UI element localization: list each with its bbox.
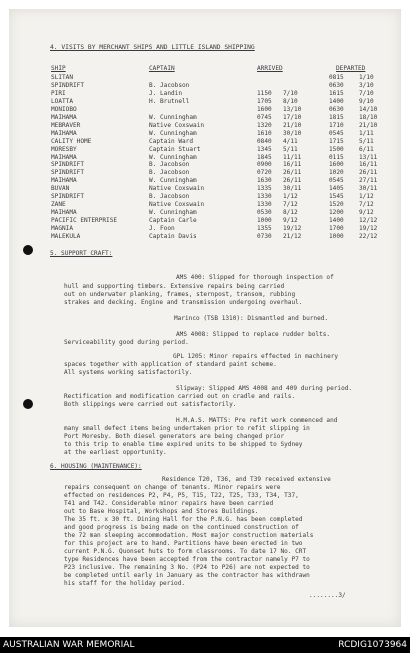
s6-line: current P.N.G. Quonset huts to form classrooms. To date 17 No. CRT	[64, 548, 307, 555]
arrived-date: 5/11	[283, 145, 298, 153]
arrived-date: 7/10	[283, 89, 298, 97]
table-row	[9, 114, 401, 121]
departed-date: 9/12	[359, 209, 374, 217]
s5-line: Serviceability good during period.	[64, 339, 189, 346]
departed-date: 7/12	[359, 201, 374, 209]
ship-name: MAIHAMA	[51, 177, 77, 185]
table-row	[9, 146, 401, 153]
departed-date: 13/11	[359, 153, 378, 161]
arrived-date: 8/10	[283, 97, 298, 105]
document-page	[9, 9, 401, 627]
ship-name: SPINDRIFT	[51, 193, 85, 201]
departed-date: 18/10	[359, 113, 378, 121]
s5-line: Both slippings were carried out satisfactorily.	[64, 401, 237, 408]
departed-time: 1710	[329, 121, 344, 129]
captain-name: Native Coxswain	[149, 201, 205, 209]
table-row	[9, 154, 401, 161]
arrived-time: 1610	[257, 129, 272, 137]
arrived-date: 16/11	[283, 161, 302, 169]
arrived-date: 30/10	[283, 129, 302, 137]
ship-name: SLITAN	[51, 74, 74, 81]
s5-line: Rectification and modification carried out on cradle and rails.	[64, 393, 296, 400]
archive-footer	[0, 637, 410, 653]
ship-name: MALEKULA	[51, 233, 81, 240]
arrived-time: 0900	[257, 161, 272, 169]
captain-name: W. Cunningham	[149, 129, 197, 137]
arrived-date: 21/10	[283, 121, 302, 129]
s5-line: GPL 1205: Minor repairs effected in machinery	[173, 353, 339, 360]
departed-date: 22/12	[359, 233, 378, 240]
captain-name: W. Cunningham	[149, 209, 197, 217]
table-row	[9, 217, 401, 224]
arrived-time: 0530	[257, 209, 272, 217]
arrived-date: 26/11	[283, 169, 302, 177]
departed-date: 14/10	[359, 105, 378, 113]
s5-line: All systems working satisfactorily.	[64, 369, 193, 376]
departed-date: 19/12	[359, 225, 378, 233]
ship-name: MAIHAMA	[51, 113, 77, 121]
arrived-date: 21/12	[283, 233, 302, 240]
ship-name: MAIHAMA	[51, 129, 77, 137]
ship-name: MAIHAMA	[51, 209, 77, 217]
ship-name: CALITY HOME	[51, 137, 92, 145]
table-row	[9, 161, 401, 168]
s5-line: at the earliest opportunity.	[64, 449, 167, 456]
col-ship: SHIP	[51, 65, 66, 72]
s5-line: spaces together with application of standard paint scheme.	[64, 361, 277, 368]
arrived-date: 30/11	[283, 185, 302, 193]
s6-line: The 35 ft. x 30 ft. Dining Hall for the P.N.G. has been completed	[64, 516, 303, 523]
captain-name: Captain Ward	[149, 137, 194, 145]
arrived-time: 1150	[257, 89, 272, 97]
table-row	[9, 185, 401, 192]
s6-line: be completed until early in January as the contractor has withdrawn	[64, 572, 310, 579]
arrived-date: 11/11	[283, 153, 302, 161]
ship-name: MONIOBO	[51, 105, 77, 113]
table-row	[9, 169, 401, 176]
s5-line: out on underwater planking, frames, sternpost, transom, rubbing	[64, 291, 296, 298]
section-5-heading: 5. SUPPORT CRAFT:	[50, 250, 113, 257]
departed-time: 1700	[329, 225, 344, 233]
departed-date: 27/11	[359, 177, 378, 185]
departed-time: 1400	[329, 217, 344, 225]
departed-time: 1020	[329, 169, 344, 177]
table-row	[9, 122, 401, 129]
s6-line: for this project are to hand. Partitions have been erected in two	[64, 540, 303, 547]
punch-hole	[23, 245, 33, 255]
ship-name: ZANE	[51, 201, 66, 209]
departed-time: 0545	[329, 177, 344, 185]
captain-name: H. Brutnell	[149, 97, 190, 105]
arrived-time: 1845	[257, 153, 272, 161]
captain-name: B. Jacobson	[149, 81, 190, 89]
arrived-date: 8/12	[283, 209, 298, 217]
ship-name: SPINDRIFT	[51, 169, 85, 177]
arrived-time: 1705	[257, 97, 272, 105]
section-6-heading: 6. HOUSING (MAINTENANCE):	[50, 463, 142, 470]
arrived-date: 19/12	[283, 225, 302, 233]
departed-time: 1400	[329, 97, 344, 105]
departed-date: 1/10	[359, 74, 374, 81]
s6-line: P23 inclusive. The remaining 3 No. (P24 to P26) are not expected to	[64, 564, 310, 571]
ship-name: MORESBY	[51, 145, 77, 153]
table-row	[9, 225, 401, 232]
s5-line: hull and supporting timbers. Extensive repairs being carried	[64, 283, 285, 290]
ship-name: LOATTA	[51, 97, 74, 105]
captain-name: B. Jacobson	[149, 193, 190, 201]
departed-date: 6/11	[359, 145, 374, 153]
table-row	[9, 138, 401, 145]
table-header	[9, 65, 401, 72]
s6-line: type Residences have been accepted from the contractor namely P7 to	[64, 556, 310, 563]
footer-document-id: RCDIG1073964	[338, 640, 407, 650]
departed-time: 1405	[329, 185, 344, 193]
arrived-date: 7/12	[283, 201, 298, 209]
arrived-time: 1330	[257, 201, 272, 209]
departed-time: 1600	[329, 161, 344, 169]
arrived-time: 1335	[257, 185, 272, 193]
table-row	[9, 90, 401, 97]
captain-name: W. Cunningham	[149, 113, 197, 121]
s6-line: his staff for the holiday period.	[64, 580, 186, 587]
ship-name: BUVAN	[51, 185, 70, 193]
punch-hole	[23, 399, 33, 409]
arrived-time: 0840	[257, 137, 272, 145]
captain-name: Captain Davis	[149, 233, 197, 240]
captain-name: J. Foon	[149, 225, 175, 233]
departed-time: 1545	[329, 193, 344, 201]
s5-line: many small defect items being undertaken prior to refit slipping in	[64, 425, 310, 432]
s6-line: Residence T20, T36, and T39 received extensive	[162, 476, 331, 483]
table-row	[9, 209, 401, 216]
arrived-time: 1330	[257, 193, 272, 201]
captain-name: Captain Carle	[149, 217, 197, 225]
departed-time: 1520	[329, 201, 344, 209]
table-row	[9, 130, 401, 137]
departed-time: 1000	[329, 233, 344, 240]
col-captain: CAPTAIN	[149, 65, 175, 72]
ship-name: SPINDRIFT	[51, 161, 85, 169]
departed-date: 3/10	[359, 81, 374, 89]
captain-name: B. Jacobson	[149, 161, 190, 169]
departed-time: 1200	[329, 209, 344, 217]
captain-name: B. Jacobson	[149, 169, 190, 177]
s6-line: repairs consequent on change of tenants. Minor repairs were	[64, 484, 281, 491]
footer-archive-name: AUSTRALIAN WAR MEMORIAL	[3, 640, 135, 650]
s5-line: Port Moresby. Both diesel generators are being changed prior	[64, 433, 285, 440]
arrived-time: 0720	[257, 169, 272, 177]
s6-line: the 72 man sleeping accommodation. Most major construction materials	[64, 532, 314, 539]
s6-line: out to Base Hospital, Workshops and Stores Buildings.	[64, 508, 259, 515]
departed-time: 0115	[329, 153, 344, 161]
captain-name: Native Coxswain	[149, 185, 205, 193]
arrived-time: 1630	[257, 177, 272, 185]
table-row	[9, 233, 401, 240]
captain-name: Captain Stuart	[149, 145, 201, 153]
arrived-time: 1600	[257, 105, 272, 113]
table-row	[9, 98, 401, 105]
table-row	[9, 201, 401, 208]
departed-time: 0630	[329, 105, 344, 113]
departed-time: 0815	[329, 74, 344, 81]
departed-date: 5/11	[359, 137, 374, 145]
departed-time: 1500	[329, 145, 344, 153]
table-row	[9, 106, 401, 113]
col-departed: DEPARTED	[336, 65, 366, 72]
departed-time: 0630	[329, 81, 344, 89]
departed-date: 7/10	[359, 89, 374, 97]
col-arrived: ARRIVED	[257, 65, 283, 72]
table-row	[9, 74, 401, 81]
captain-name: W. Cunningham	[149, 177, 197, 185]
ship-name: MEBRAVER	[51, 121, 81, 129]
s5-line: strakes and decking. Engine and transmission undergoing overhaul.	[64, 299, 303, 306]
arrived-time: 0730	[257, 233, 272, 240]
ship-name: MAIHAMA	[51, 153, 77, 161]
s5-line: Slipway: Slipped AMS 4008 and 409 during period.	[176, 385, 353, 392]
arrived-time: 1320	[257, 121, 272, 129]
ship-name: SPINDRIFT	[51, 81, 85, 89]
captain-name: Native Coxswain	[149, 121, 205, 129]
s5-line: H.M.A.S. MATTS: Pre refit work commenced and	[176, 417, 338, 424]
departed-date: 9/10	[359, 97, 374, 105]
captain-name: J. Landin	[149, 89, 183, 97]
departed-date: 12/12	[359, 217, 378, 225]
departed-date: 16/11	[359, 161, 378, 169]
s5-line: AMS 400: Slipped for thorough inspection of	[176, 274, 334, 281]
s6-line: and good progress is being made on the continued construction of	[64, 524, 299, 531]
arrived-date: 4/11	[283, 137, 298, 145]
captain-name: W. Cunningham	[149, 153, 197, 161]
s5-line: Marinco (TSB 1310): Dismantled and burned.	[174, 315, 329, 322]
s6-line: effected on residences P2, P4, P5, T15, T22, T25, T33, T34, T37,	[64, 492, 299, 499]
arrived-time: 1345	[257, 145, 272, 153]
arrived-date: 13/10	[283, 105, 302, 113]
page-continuation: ........3/	[309, 592, 346, 599]
departed-time: 0545	[329, 129, 344, 137]
ship-name: MAGNIA	[51, 225, 74, 233]
arrived-time: 0745	[257, 113, 272, 121]
s6-line: T41 and T42. Considerable minor repairs have been carried	[64, 500, 274, 507]
table-row	[9, 193, 401, 200]
arrived-date: 9/12	[283, 217, 298, 225]
departed-date: 26/11	[359, 169, 378, 177]
ship-name: PIRI	[51, 89, 66, 97]
s5-line: AMS 4008: Slipped to replace rudder bolts.	[176, 331, 331, 338]
arrived-time: 1355	[257, 225, 272, 233]
s5-line: to this trip to enable time expired units to be shipped to Sydney	[64, 441, 303, 448]
arrived-date: 26/11	[283, 177, 302, 185]
ship-name: PACIFIC ENTERPRISE	[51, 217, 118, 225]
departed-date: 1/11	[359, 129, 374, 137]
departed-time: 1815	[329, 113, 344, 121]
section-4-heading: 4. VISITS BY MERCHANT SHIPS AND LITTLE ISLAND SHIPPING	[50, 44, 255, 51]
table-row	[9, 177, 401, 184]
arrived-date: 17/10	[283, 113, 302, 121]
departed-date: 1/12	[359, 193, 374, 201]
arrived-date: 1/12	[283, 193, 298, 201]
arrived-time: 1000	[257, 217, 272, 225]
departed-date: 21/10	[359, 121, 378, 129]
departed-time: 1715	[329, 137, 344, 145]
table-row	[9, 82, 401, 89]
departed-date: 30/11	[359, 185, 378, 193]
departed-time: 1615	[329, 89, 344, 97]
